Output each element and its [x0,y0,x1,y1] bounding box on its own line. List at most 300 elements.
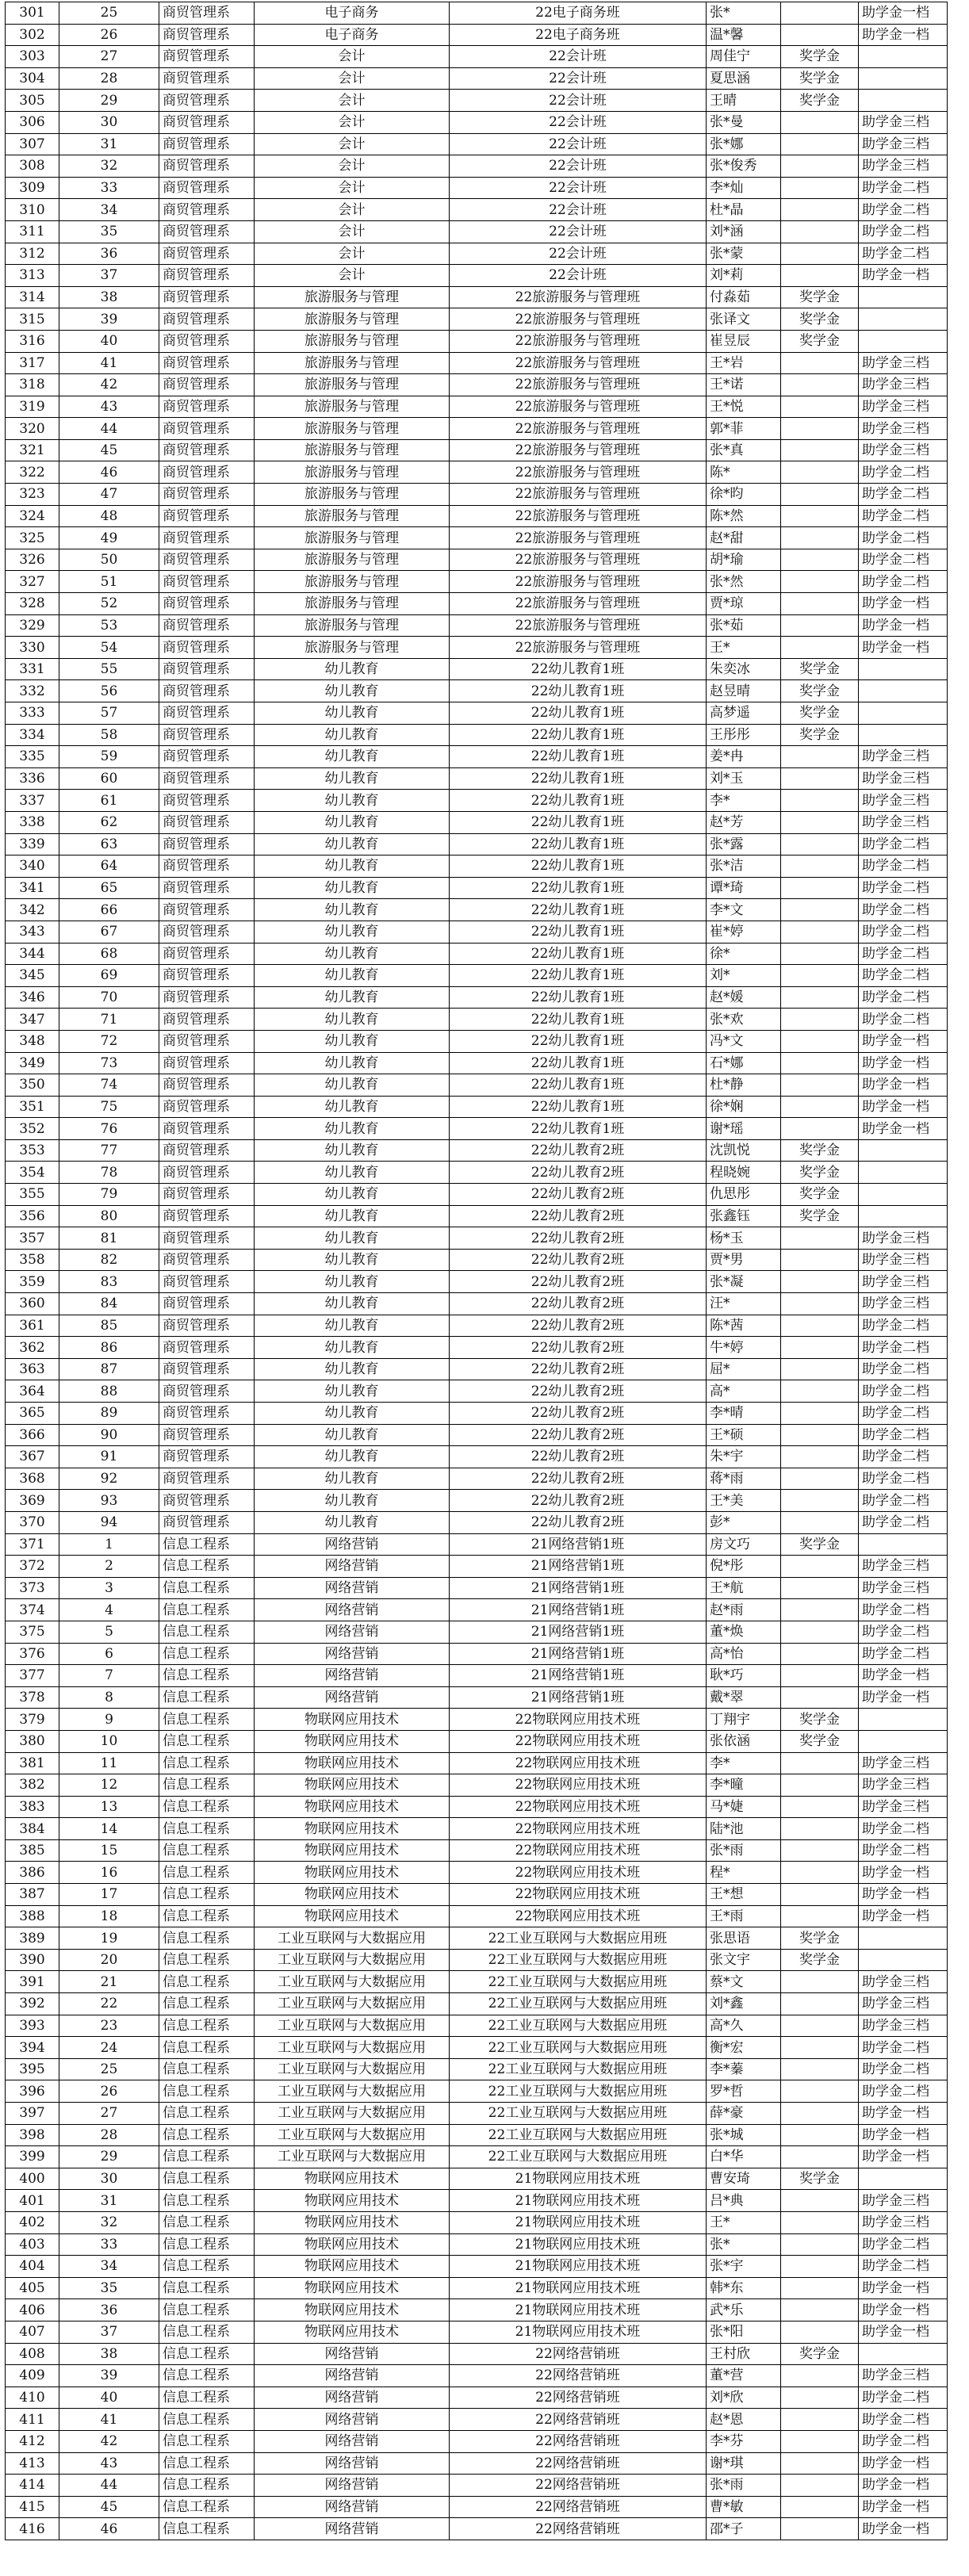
grant-cell: 助学金三档 [859,1577,948,1599]
dept-index-cell: 23 [59,2015,159,2037]
dept-index-cell: 9 [59,1709,159,1731]
department-cell: 商贸管理系 [159,921,255,943]
student-name-cell: 蔡*文 [707,1971,781,1993]
dept-index-cell: 61 [59,790,159,812]
student-name-cell: 王彤彤 [707,724,781,746]
class-cell: 22旅游服务与管理班 [450,614,707,637]
class-cell: 22幼儿教育1班 [450,943,707,965]
scholarship-cell [781,461,859,484]
major-cell: 物联网应用技术 [255,2168,450,2190]
major-cell: 物联网应用技术 [255,1796,450,1818]
class-cell: 22幼儿教育1班 [450,790,707,812]
student-name-cell: 衡*宏 [707,2037,781,2059]
grant-cell [859,1205,948,1227]
scholarship-cell [781,439,859,461]
major-cell: 幼儿教育 [255,1424,450,1446]
dept-index-cell: 7 [59,1665,159,1687]
row-number-cell: 342 [6,899,59,921]
dept-index-cell: 31 [59,2190,159,2212]
department-cell: 商贸管理系 [159,1139,255,1162]
table-row [6,2058,948,2080]
student-name-cell: 张* [707,2233,781,2256]
row-number-cell: 366 [6,1424,59,1446]
row-number-cell: 382 [6,1774,59,1797]
scholarship-cell [781,549,859,571]
class-cell: 21网络营销1班 [450,1533,707,1556]
major-cell: 幼儿教育 [255,1052,450,1074]
student-name-cell: 王*雨 [707,1905,781,1927]
row-number-cell: 398 [6,2124,59,2146]
scholarship-cell [781,899,859,921]
row-number-cell: 362 [6,1337,59,1359]
scholarship-cell [781,111,859,133]
grant-cell [859,90,948,112]
class-cell: 22幼儿教育2班 [450,1490,707,1512]
table-row [6,1139,948,1162]
scholarship-cell: 奖学金 [781,680,859,702]
row-number-cell: 319 [6,396,59,418]
dept-index-cell: 17 [59,1884,159,1906]
major-cell: 幼儿教育 [255,658,450,680]
dept-index-cell: 20 [59,1949,159,1971]
grant-cell: 助学金二档 [859,986,948,1009]
class-cell: 22幼儿教育1班 [450,965,707,987]
table-row [6,1577,948,1599]
department-cell: 商贸管理系 [159,767,255,790]
major-cell: 工业互联网与大数据应用 [255,1927,450,1950]
scholarship-cell [781,1096,859,1118]
major-cell: 幼儿教育 [255,1468,450,1490]
student-name-cell: 付淼茹 [707,286,781,308]
major-cell: 网络营销 [255,2496,450,2518]
student-name-cell: 张* [707,2,781,25]
row-number-cell: 343 [6,921,59,943]
row-number-cell: 403 [6,2233,59,2256]
major-cell: 幼儿教育 [255,1074,450,1097]
table-row [6,374,948,396]
row-number-cell: 305 [6,90,59,112]
major-cell: 幼儿教育 [255,943,450,965]
class-cell: 22会计班 [450,199,707,221]
department-cell: 商贸管理系 [159,702,255,725]
grant-cell: 助学金二档 [859,1446,948,1468]
table-row [6,111,948,133]
row-number-cell: 347 [6,1009,59,1031]
major-cell: 会计 [255,177,450,199]
department-cell: 商贸管理系 [159,965,255,987]
dept-index-cell: 77 [59,1139,159,1162]
grant-cell: 助学金二档 [859,899,948,921]
dept-index-cell: 24 [59,2037,159,2059]
scholarship-cell [781,2,859,25]
row-number-cell: 339 [6,833,59,855]
table-row [6,1730,948,1752]
class-cell: 22网络营销班 [450,2387,707,2409]
row-number-cell: 369 [6,1490,59,1512]
class-cell: 22幼儿教育2班 [450,1139,707,1162]
grant-cell [859,46,948,68]
department-cell: 商贸管理系 [159,680,255,702]
department-cell: 商贸管理系 [159,1118,255,1140]
dept-index-cell: 60 [59,767,159,790]
grant-cell: 助学金一档 [859,2452,948,2475]
major-cell: 幼儿教育 [255,680,450,702]
grant-cell: 助学金一档 [859,1862,948,1884]
row-number-cell: 351 [6,1096,59,1118]
major-cell: 物联网应用技术 [255,2277,450,2299]
class-cell: 21物联网应用技术班 [450,2256,707,2278]
scholarship-cell [781,1074,859,1097]
class-cell: 22幼儿教育2班 [450,1468,707,1490]
row-number-cell: 358 [6,1249,59,1271]
student-name-cell: 刘*涵 [707,220,781,243]
student-name-cell: 赵*芳 [707,811,781,833]
major-cell: 幼儿教育 [255,1446,450,1468]
department-cell: 商贸管理系 [159,2,255,25]
row-number-cell: 348 [6,1030,59,1052]
dept-index-cell: 46 [59,461,159,484]
scholarship-cell [781,921,859,943]
table-row [6,2190,948,2212]
student-name-cell: 张*然 [707,571,781,593]
department-cell: 信息工程系 [159,1796,255,1818]
student-name-cell: 王*航 [707,1577,781,1599]
class-cell: 22幼儿教育1班 [450,986,707,1009]
table-row [6,1293,948,1315]
row-number-cell: 389 [6,1927,59,1950]
grant-cell: 助学金二档 [859,461,948,484]
scholarship-cell: 奖学金 [781,308,859,331]
scholarship-cell: 奖学金 [781,1533,859,1556]
scholarship-cell [781,1599,859,1621]
grant-cell [859,1949,948,1971]
class-cell: 22幼儿教育2班 [450,1205,707,1227]
table-row [6,439,948,461]
dept-index-cell: 79 [59,1184,159,1206]
dept-index-cell: 38 [59,2343,159,2365]
table-row [6,1468,948,1490]
major-cell: 幼儿教育 [255,877,450,899]
department-cell: 商贸管理系 [159,855,255,878]
student-name-cell: 郭*菲 [707,418,781,440]
department-cell: 商贸管理系 [159,1227,255,1250]
student-name-cell: 周佳宁 [707,46,781,68]
grant-cell: 助学金一档 [859,1686,948,1709]
class-cell: 22物联网应用技术班 [450,1796,707,1818]
student-name-cell: 张*茹 [707,614,781,637]
class-cell: 22幼儿教育1班 [450,877,707,899]
grant-cell: 助学金三档 [859,1993,948,2015]
grant-cell: 助学金三档 [859,396,948,418]
class-cell: 22旅游服务与管理班 [450,286,707,308]
student-name-cell: 董*焕 [707,1621,781,1643]
table-row [6,484,948,506]
row-number-cell: 325 [6,527,59,549]
class-cell: 22幼儿教育2班 [450,1511,707,1533]
student-name-cell: 罗*哲 [707,2080,781,2103]
major-cell: 幼儿教育 [255,767,450,790]
class-cell: 22工业互联网与大数据应用班 [450,2124,707,2146]
grant-cell: 助学金三档 [859,374,948,396]
department-cell: 商贸管理系 [159,243,255,265]
student-name-cell: 崔昱辰 [707,330,781,352]
department-cell: 商贸管理系 [159,505,255,527]
dept-index-cell: 51 [59,571,159,593]
table-row [6,2037,948,2059]
department-cell: 商贸管理系 [159,1096,255,1118]
major-cell: 网络营销 [255,2475,450,2497]
grant-cell [859,680,948,702]
scholarship-cell [781,943,859,965]
scholarship-cell [781,1818,859,1840]
grant-cell: 助学金三档 [859,1752,948,1774]
student-name-cell: 邵*子 [707,2518,781,2540]
row-number-cell: 405 [6,2277,59,2299]
major-cell: 幼儿教育 [255,1009,450,1031]
dept-index-cell: 28 [59,67,159,90]
class-cell: 21物联网应用技术班 [450,2168,707,2190]
student-name-cell: 刘*莉 [707,265,781,287]
class-cell: 22物联网应用技术班 [450,1862,707,1884]
dept-index-cell: 39 [59,2365,159,2387]
department-cell: 信息工程系 [159,2409,255,2431]
scholarship-cell [781,177,859,199]
scholarship-cell [781,396,859,418]
scholarship-cell [781,1315,859,1337]
grant-cell: 助学金三档 [859,1227,948,1250]
major-cell: 网络营销 [255,1686,450,1709]
major-cell: 物联网应用技术 [255,1884,450,1906]
grant-cell: 助学金一档 [859,1905,948,1927]
dept-index-cell: 91 [59,1446,159,1468]
class-cell: 22幼儿教育1班 [450,833,707,855]
student-name-cell: 马*婕 [707,1796,781,1818]
table-row [6,2168,948,2190]
grant-cell: 助学金一档 [859,1052,948,1074]
table-row [6,1052,948,1074]
row-number-cell: 335 [6,746,59,768]
department-cell: 商贸管理系 [159,1184,255,1206]
row-number-cell: 330 [6,637,59,659]
row-number-cell: 379 [6,1709,59,1731]
student-name-cell: 徐*昀 [707,484,781,506]
department-cell: 信息工程系 [159,2496,255,2518]
row-number-cell: 411 [6,2409,59,2431]
row-number-cell: 402 [6,2211,59,2233]
class-cell: 21网络营销1班 [450,1665,707,1687]
row-number-cell: 374 [6,1599,59,1621]
major-cell: 旅游服务与管理 [255,593,450,615]
student-name-cell: 刘*玉 [707,767,781,790]
dept-index-cell: 11 [59,1752,159,1774]
grant-cell: 助学金一档 [859,2475,948,2497]
class-cell: 22幼儿教育1班 [450,746,707,768]
department-cell: 商贸管理系 [159,461,255,484]
department-cell: 商贸管理系 [159,593,255,615]
row-number-cell: 378 [6,1686,59,1709]
major-cell: 网络营销 [255,1665,450,1687]
row-number-cell: 322 [6,461,59,484]
class-cell: 22工业互联网与大数据应用班 [450,2146,707,2168]
table-row [6,1074,948,1097]
major-cell: 幼儿教育 [255,1118,450,1140]
major-cell: 旅游服务与管理 [255,330,450,352]
grant-cell: 助学金二档 [859,877,948,899]
scholarship-cell [781,2277,859,2299]
table-row [6,790,948,812]
grant-cell [859,724,948,746]
table-row [6,133,948,155]
row-number-cell: 324 [6,505,59,527]
major-cell: 网络营销 [255,1643,450,1665]
department-cell: 信息工程系 [159,1884,255,1906]
department-cell: 信息工程系 [159,2430,255,2452]
student-name-cell: 朱奕冰 [707,658,781,680]
student-name-cell: 徐*娴 [707,1096,781,1118]
department-cell: 信息工程系 [159,2080,255,2103]
student-name-cell: 高* [707,1380,781,1403]
grant-cell: 助学金二档 [859,855,948,878]
grant-cell: 助学金二档 [859,1424,948,1446]
class-cell: 22物联网应用技术班 [450,1905,707,1927]
student-name-cell: 仇思彤 [707,1184,781,1206]
grant-cell: 助学金三档 [859,2190,948,2212]
department-cell: 信息工程系 [159,1709,255,1731]
dept-index-cell: 84 [59,1293,159,1315]
major-cell: 工业互联网与大数据应用 [255,2015,450,2037]
scholarship-cell [781,1862,859,1884]
row-number-cell: 376 [6,1643,59,1665]
table-row [6,1271,948,1293]
student-name-cell: 曹安琦 [707,2168,781,2190]
department-cell: 商贸管理系 [159,724,255,746]
table-row [6,2430,948,2452]
grant-cell [859,658,948,680]
row-number-cell: 365 [6,1403,59,1425]
major-cell: 物联网应用技术 [255,2190,450,2212]
row-number-cell: 391 [6,1971,59,1993]
major-cell: 物联网应用技术 [255,1774,450,1797]
dept-index-cell: 16 [59,1862,159,1884]
dept-index-cell: 94 [59,1511,159,1533]
table-row [6,2146,948,2168]
row-number-cell: 415 [6,2496,59,2518]
major-cell: 网络营销 [255,2518,450,2540]
department-cell: 商贸管理系 [159,1446,255,1468]
dept-index-cell: 41 [59,352,159,374]
row-number-cell: 312 [6,243,59,265]
row-number-cell: 395 [6,2058,59,2080]
scholarship-cell [781,2124,859,2146]
grant-cell: 助学金一档 [859,593,948,615]
scholarship-cell [781,1490,859,1512]
row-number-cell: 373 [6,1577,59,1599]
grant-cell: 助学金二档 [859,505,948,527]
row-number-cell: 367 [6,1446,59,1468]
row-number-cell: 352 [6,1118,59,1140]
scholarship-cell [781,1009,859,1031]
scholarship-cell [781,1884,859,1906]
student-name-cell: 张*欢 [707,1009,781,1031]
row-number-cell: 409 [6,2365,59,2387]
department-cell: 信息工程系 [159,2058,255,2080]
department-cell: 信息工程系 [159,1643,255,1665]
dept-index-cell: 34 [59,2256,159,2278]
major-cell: 幼儿教育 [255,1184,450,1206]
row-number-cell: 377 [6,1665,59,1687]
student-name-cell: 沈凯悦 [707,1139,781,1162]
row-number-cell: 381 [6,1752,59,1774]
dept-index-cell: 18 [59,1905,159,1927]
major-cell: 幼儿教育 [255,899,450,921]
row-number-cell: 410 [6,2387,59,2409]
major-cell: 幼儿教育 [255,1337,450,1359]
grant-cell: 助学金一档 [859,1118,948,1140]
grant-cell: 助学金三档 [859,767,948,790]
scholarship-cell [781,2233,859,2256]
class-cell: 22工业互联网与大数据应用班 [450,1927,707,1950]
table-row [6,2343,948,2365]
scholarship-list-table [5,2,948,2540]
dept-index-cell: 87 [59,1358,159,1380]
row-number-cell: 393 [6,2015,59,2037]
grant-cell: 助学金三档 [859,2015,948,2037]
student-name-cell: 薛*豪 [707,2103,781,2125]
student-name-cell: 张依涵 [707,1730,781,1752]
grant-cell: 助学金一档 [859,2518,948,2540]
grant-cell: 助学金二档 [859,2058,948,2080]
department-cell: 信息工程系 [159,2518,255,2540]
scholarship-cell: 奖学金 [781,2168,859,2190]
class-cell: 22幼儿教育2班 [450,1249,707,1271]
class-cell: 22电子商务班 [450,2,707,25]
scholarship-cell [781,2190,859,2212]
scholarship-cell [781,1118,859,1140]
major-cell: 幼儿教育 [255,790,450,812]
scholarship-cell [781,1271,859,1293]
table-row [6,680,948,702]
department-cell: 信息工程系 [159,1533,255,1556]
major-cell: 旅游服务与管理 [255,374,450,396]
dept-index-cell: 36 [59,2299,159,2321]
major-cell: 网络营销 [255,2365,450,2387]
grant-cell: 助学金一档 [859,2146,948,2168]
table-row [6,220,948,243]
grant-cell: 助学金二档 [859,1380,948,1403]
department-cell: 商贸管理系 [159,46,255,68]
class-cell: 22会计班 [450,220,707,243]
grant-cell: 助学金二档 [859,1403,948,1425]
grant-cell: 助学金二档 [859,199,948,221]
grant-cell: 助学金一档 [859,2124,948,2146]
major-cell: 物联网应用技术 [255,2211,450,2233]
scholarship-cell: 奖学金 [781,330,859,352]
grant-cell: 助学金一档 [859,1884,948,1906]
department-cell: 信息工程系 [159,1599,255,1621]
class-cell: 22幼儿教育1班 [450,1074,707,1097]
dept-index-cell: 28 [59,2124,159,2146]
table-row [6,1752,948,1774]
major-cell: 物联网应用技术 [255,1862,450,1884]
department-cell: 商贸管理系 [159,484,255,506]
table-row [6,177,948,199]
row-number-cell: 353 [6,1139,59,1162]
grant-cell: 助学金二档 [859,2037,948,2059]
department-cell: 信息工程系 [159,1577,255,1599]
class-cell: 22工业互联网与大数据应用班 [450,2080,707,2103]
student-name-cell: 张*雨 [707,1839,781,1862]
dept-index-cell: 27 [59,46,159,68]
